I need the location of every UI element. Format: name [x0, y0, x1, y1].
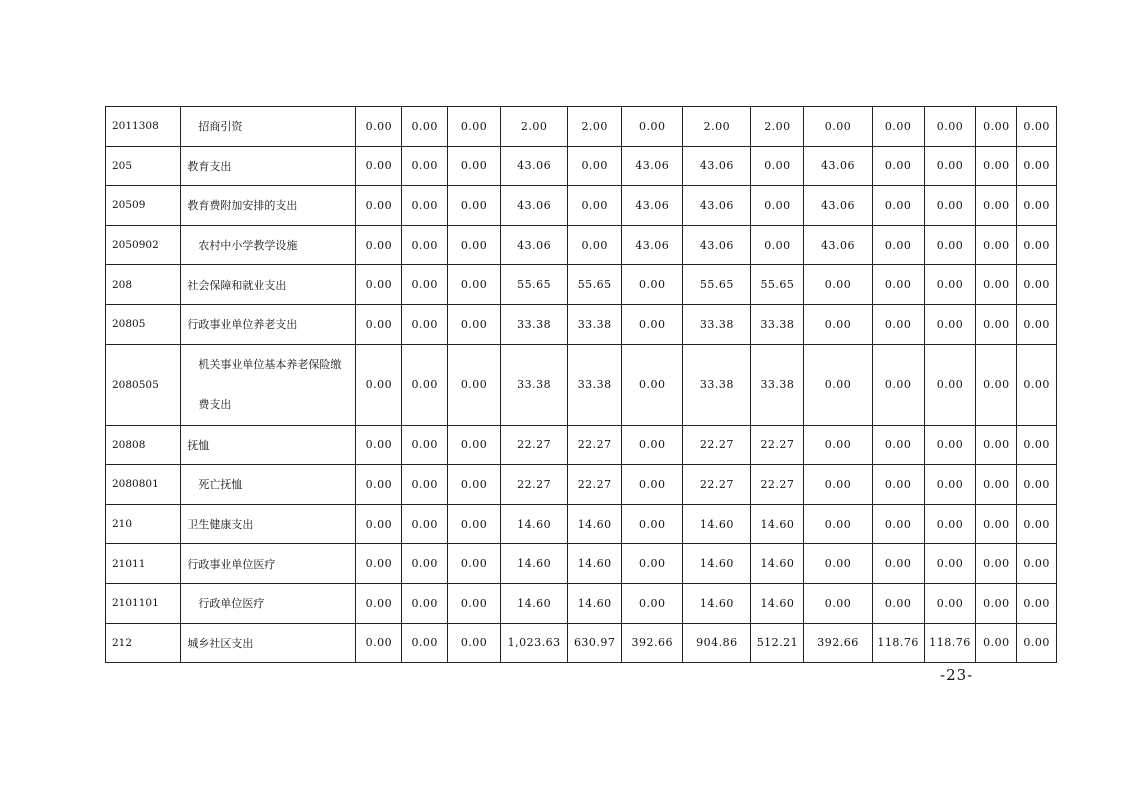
amount-cell: 0.00	[804, 265, 872, 305]
subject-name-cell: 教育费附加安排的支出	[181, 186, 356, 226]
amount-cell: 0.00	[402, 225, 448, 265]
amount-cell: 14.60	[568, 583, 622, 623]
subject-name-cell: 行政事业单位养老支出	[181, 304, 356, 344]
amount-cell: 0.00	[356, 186, 402, 226]
amount-cell: 392.66	[804, 623, 872, 663]
amount-cell: 33.38	[501, 344, 568, 425]
amount-cell: 0.00	[976, 265, 1017, 305]
amount-cell: 0.00	[924, 225, 976, 265]
amount-cell: 0.00	[356, 583, 402, 623]
amount-cell: 0.00	[402, 265, 448, 305]
amount-cell: 33.38	[751, 344, 804, 425]
amount-cell: 0.00	[448, 465, 501, 505]
table-row	[106, 504, 1057, 544]
amount-cell: 0.00	[1017, 107, 1057, 147]
amount-cell: 0.00	[924, 146, 976, 186]
amount-cell: 22.27	[683, 425, 751, 465]
amount-cell: 0.00	[804, 304, 872, 344]
amount-cell: 0.00	[1017, 304, 1057, 344]
amount-cell: 0.00	[976, 186, 1017, 226]
amount-cell: 0.00	[924, 544, 976, 584]
amount-cell: 33.38	[683, 344, 751, 425]
subject-name-cell: 卫生健康支出	[181, 504, 356, 544]
amount-cell: 0.00	[622, 583, 683, 623]
amount-cell: 0.00	[1017, 544, 1057, 584]
amount-cell: 0.00	[804, 583, 872, 623]
amount-cell: 0.00	[622, 265, 683, 305]
amount-cell: 14.60	[568, 544, 622, 584]
amount-cell: 0.00	[402, 344, 448, 425]
amount-cell: 0.00	[356, 304, 402, 344]
amount-cell: 0.00	[402, 146, 448, 186]
subject-code-cell: 20509	[106, 186, 181, 226]
amount-cell: 0.00	[976, 146, 1017, 186]
amount-cell: 0.00	[356, 425, 402, 465]
subject-name-cell: 死亡抚恤	[181, 465, 356, 505]
amount-cell: 0.00	[448, 344, 501, 425]
amount-cell: 0.00	[804, 344, 872, 425]
amount-cell: 0.00	[402, 107, 448, 147]
amount-cell: 0.00	[976, 544, 1017, 584]
amount-cell: 0.00	[976, 344, 1017, 425]
table-row	[106, 304, 1057, 344]
amount-cell: 0.00	[924, 465, 976, 505]
amount-cell: 0.00	[448, 583, 501, 623]
amount-cell: 14.60	[751, 544, 804, 584]
amount-cell: 0.00	[1017, 186, 1057, 226]
page-number: -23-	[940, 666, 974, 684]
amount-cell: 0.00	[751, 146, 804, 186]
amount-cell: 0.00	[448, 504, 501, 544]
amount-cell: 43.06	[683, 225, 751, 265]
amount-cell: 0.00	[622, 344, 683, 425]
amount-cell: 0.00	[872, 344, 924, 425]
amount-cell: 0.00	[448, 425, 501, 465]
amount-cell: 0.00	[976, 465, 1017, 505]
table-row	[106, 146, 1057, 186]
subject-code-cell: 2101101	[106, 583, 181, 623]
amount-cell: 0.00	[402, 504, 448, 544]
amount-cell: 0.00	[804, 544, 872, 584]
amount-cell: 14.60	[568, 504, 622, 544]
amount-cell: 0.00	[804, 465, 872, 505]
subject-code-cell: 2080801	[106, 465, 181, 505]
amount-cell: 0.00	[402, 544, 448, 584]
amount-cell: 0.00	[872, 186, 924, 226]
amount-cell: 14.60	[751, 583, 804, 623]
amount-cell: 2.00	[683, 107, 751, 147]
amount-cell: 0.00	[924, 265, 976, 305]
subject-name-cell: 社会保障和就业支出	[181, 265, 356, 305]
amount-cell: 33.38	[751, 304, 804, 344]
amount-cell: 0.00	[1017, 265, 1057, 305]
amount-cell: 55.65	[751, 265, 804, 305]
table-row	[106, 623, 1057, 663]
amount-cell: 0.00	[804, 504, 872, 544]
amount-cell: 0.00	[924, 304, 976, 344]
amount-cell: 0.00	[976, 583, 1017, 623]
amount-cell: 0.00	[1017, 344, 1057, 425]
amount-cell: 0.00	[356, 265, 402, 305]
subject-name-cell: 城乡社区支出	[181, 623, 356, 663]
amount-cell: 0.00	[402, 623, 448, 663]
subject-code-cell: 2050902	[106, 225, 181, 265]
amount-cell: 43.06	[804, 225, 872, 265]
amount-cell: 0.00	[1017, 225, 1057, 265]
amount-cell: 0.00	[872, 304, 924, 344]
subject-code-cell: 20805	[106, 304, 181, 344]
amount-cell: 22.27	[568, 465, 622, 505]
budget-table	[105, 106, 1057, 663]
table-row	[106, 344, 1057, 425]
amount-cell: 0.00	[622, 465, 683, 505]
subject-code-cell: 2011308	[106, 107, 181, 147]
amount-cell: 0.00	[872, 465, 924, 505]
amount-cell: 0.00	[1017, 623, 1057, 663]
amount-cell: 0.00	[622, 425, 683, 465]
amount-cell: 118.76	[924, 623, 976, 663]
amount-cell: 904.86	[683, 623, 751, 663]
amount-cell: 0.00	[804, 425, 872, 465]
amount-cell: 0.00	[402, 186, 448, 226]
amount-cell: 14.60	[501, 583, 568, 623]
amount-cell: 0.00	[448, 186, 501, 226]
subject-code-cell: 205	[106, 146, 181, 186]
amount-cell: 0.00	[976, 623, 1017, 663]
subject-name-cell: 机关事业单位基本养老保险缴费支出	[181, 344, 356, 425]
amount-cell: 0.00	[1017, 504, 1057, 544]
subject-name-cell: 行政单位医疗	[181, 583, 356, 623]
amount-cell: 0.00	[924, 504, 976, 544]
table-row	[106, 107, 1057, 147]
amount-cell: 14.60	[501, 504, 568, 544]
amount-cell: 0.00	[976, 504, 1017, 544]
amount-cell: 0.00	[402, 465, 448, 505]
amount-cell: 0.00	[448, 107, 501, 147]
amount-cell: 118.76	[872, 623, 924, 663]
amount-cell: 33.38	[501, 304, 568, 344]
amount-cell: 55.65	[568, 265, 622, 305]
amount-cell: 0.00	[976, 425, 1017, 465]
table-row	[106, 465, 1057, 505]
amount-cell: 0.00	[976, 107, 1017, 147]
subject-name-cell: 农村中小学教学设施	[181, 225, 356, 265]
subject-code-cell: 21011	[106, 544, 181, 584]
amount-cell: 0.00	[872, 265, 924, 305]
amount-cell: 0.00	[622, 544, 683, 584]
amount-cell: 0.00	[1017, 583, 1057, 623]
amount-cell: 33.38	[568, 304, 622, 344]
amount-cell: 0.00	[1017, 465, 1057, 505]
amount-cell: 2.00	[568, 107, 622, 147]
amount-cell: 0.00	[622, 304, 683, 344]
amount-cell: 43.06	[683, 146, 751, 186]
amount-cell: 0.00	[804, 107, 872, 147]
subject-code-cell: 20808	[106, 425, 181, 465]
amount-cell: 0.00	[924, 344, 976, 425]
subject-name-cell: 教育支出	[181, 146, 356, 186]
table-row	[106, 225, 1057, 265]
amount-cell: 0.00	[356, 623, 402, 663]
amount-cell: 0.00	[1017, 425, 1057, 465]
amount-cell: 630.97	[568, 623, 622, 663]
amount-cell: 0.00	[356, 465, 402, 505]
amount-cell: 0.00	[924, 583, 976, 623]
amount-cell: 43.06	[622, 146, 683, 186]
amount-cell: 0.00	[1017, 146, 1057, 186]
amount-cell: 43.06	[804, 146, 872, 186]
amount-cell: 33.38	[683, 304, 751, 344]
amount-cell: 14.60	[683, 544, 751, 584]
subject-name-cell: 招商引资	[181, 107, 356, 147]
amount-cell: 2.00	[751, 107, 804, 147]
amount-cell: 0.00	[872, 583, 924, 623]
amount-cell: 22.27	[683, 465, 751, 505]
amount-cell: 43.06	[501, 186, 568, 226]
amount-cell: 0.00	[872, 544, 924, 584]
subject-code-cell: 2080505	[106, 344, 181, 425]
amount-cell: 0.00	[622, 504, 683, 544]
amount-cell: 0.00	[448, 225, 501, 265]
amount-cell: 512.21	[751, 623, 804, 663]
amount-cell: 0.00	[751, 186, 804, 226]
amount-cell: 0.00	[872, 504, 924, 544]
amount-cell: 43.06	[804, 186, 872, 226]
amount-cell: 14.60	[501, 544, 568, 584]
table-row	[106, 583, 1057, 623]
amount-cell: 0.00	[448, 623, 501, 663]
amount-cell: 0.00	[448, 304, 501, 344]
amount-cell: 0.00	[924, 425, 976, 465]
amount-cell: 0.00	[872, 146, 924, 186]
amount-cell: 22.27	[751, 465, 804, 505]
subject-name-cell: 行政事业单位医疗	[181, 544, 356, 584]
amount-cell: 0.00	[568, 146, 622, 186]
amount-cell: 0.00	[448, 265, 501, 305]
amount-cell: 55.65	[501, 265, 568, 305]
amount-cell: 0.00	[568, 225, 622, 265]
amount-cell: 0.00	[924, 107, 976, 147]
amount-cell: 0.00	[356, 146, 402, 186]
amount-cell: 0.00	[356, 225, 402, 265]
amount-cell: 22.27	[568, 425, 622, 465]
amount-cell: 14.60	[683, 504, 751, 544]
amount-cell: 22.27	[501, 425, 568, 465]
amount-cell: 0.00	[872, 425, 924, 465]
table-row	[106, 265, 1057, 305]
amount-cell: 392.66	[622, 623, 683, 663]
table-row	[106, 544, 1057, 584]
amount-cell: 0.00	[872, 225, 924, 265]
amount-cell: 0.00	[448, 146, 501, 186]
amount-cell: 0.00	[356, 107, 402, 147]
amount-cell: 43.06	[622, 186, 683, 226]
amount-cell: 55.65	[683, 265, 751, 305]
amount-cell: 22.27	[501, 465, 568, 505]
amount-cell: 0.00	[356, 544, 402, 584]
subject-code-cell: 212	[106, 623, 181, 663]
amount-cell: 0.00	[568, 186, 622, 226]
amount-cell: 0.00	[402, 583, 448, 623]
amount-cell: 0.00	[356, 344, 402, 425]
amount-cell: 0.00	[976, 225, 1017, 265]
amount-cell: 43.06	[622, 225, 683, 265]
table-row	[106, 186, 1057, 226]
table-body	[106, 107, 1057, 663]
subject-name-cell: 抚恤	[181, 425, 356, 465]
amount-cell: 22.27	[751, 425, 804, 465]
amount-cell: 0.00	[402, 304, 448, 344]
amount-cell: 0.00	[924, 186, 976, 226]
amount-cell: 0.00	[872, 107, 924, 147]
amount-cell: 0.00	[356, 504, 402, 544]
amount-cell: 0.00	[751, 225, 804, 265]
amount-cell: 43.06	[683, 186, 751, 226]
amount-cell: 2.00	[501, 107, 568, 147]
amount-cell: 0.00	[976, 304, 1017, 344]
amount-cell: 14.60	[683, 583, 751, 623]
subject-code-cell: 208	[106, 265, 181, 305]
amount-cell: 0.00	[622, 107, 683, 147]
amount-cell: 1,023.63	[501, 623, 568, 663]
amount-cell: 0.00	[402, 425, 448, 465]
amount-cell: 0.00	[448, 544, 501, 584]
subject-code-cell: 210	[106, 504, 181, 544]
amount-cell: 43.06	[501, 146, 568, 186]
amount-cell: 33.38	[568, 344, 622, 425]
table-row	[106, 425, 1057, 465]
amount-cell: 43.06	[501, 225, 568, 265]
amount-cell: 14.60	[751, 504, 804, 544]
